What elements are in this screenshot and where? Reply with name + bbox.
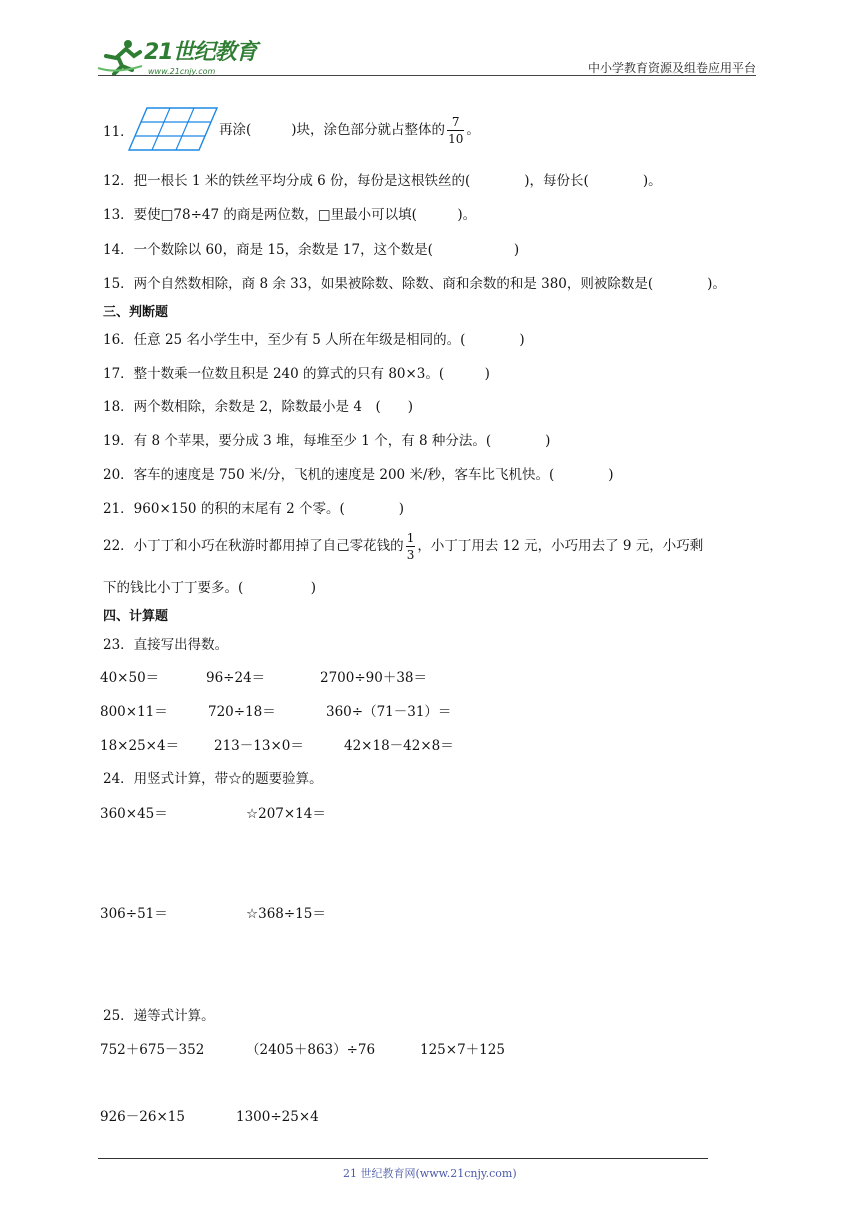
question-12: 12．把一根长 1 米的铁丝平均分成 6 份，每份是这根铁丝的( )，每份长( )。: [103, 173, 662, 189]
calc-item: 40×50＝: [100, 670, 160, 686]
question-21: 21．960×150 的积的末尾有 2 个零。( ): [103, 501, 405, 517]
step-calc-item: 1300÷25×4: [236, 1109, 319, 1125]
section-3-title: 三、判断题: [103, 305, 169, 320]
platform-name: 中小学教育资源及组卷应用平台: [587, 61, 756, 75]
question-23-title: 23．直接写出得数。: [103, 637, 229, 653]
calc-item: 720÷18＝: [208, 704, 276, 720]
runner-logo-icon: [96, 38, 146, 78]
parallelogram-grid-figure: [127, 106, 219, 152]
question-22: 22．小丁丁和小巧在秋游时都用掉了自己零花钱的 $\frac{1}{3}$ ，小丁丁用去 12 元，小巧用去了 9 元，小巧剩: [103, 531, 704, 562]
calc-item: 213－13×0＝: [214, 738, 304, 754]
step-calc-item: 926－26×15: [100, 1109, 185, 1125]
question-18: 18．两个数相除，余数是 2，除数最小是 4 ( ): [103, 399, 413, 415]
question-14: 14．一个数除以 60，商是 15，余数是 17，这个数是( ): [103, 242, 520, 258]
vertical-calc-item: ☆207×14＝: [246, 806, 326, 822]
question-20: 20．客车的速度是 750 米/分，飞机的速度是 200 米/秒，客车比飞机快。( ): [103, 467, 614, 483]
fraction-7-10: $\frac{7}{10}$: [448, 115, 464, 146]
calc-item: 96÷24＝: [206, 670, 266, 686]
step-calc-item: 752＋675－352: [100, 1042, 205, 1058]
question-16: 16．任意 25 名小学生中，至少有 5 人所在年级是相同的。( ): [103, 332, 525, 348]
vertical-calc-item: 306÷51＝: [100, 906, 168, 922]
section-4-title: 四、计算题: [103, 609, 169, 624]
header-divider: [98, 75, 756, 76]
calc-item: 360÷（71－31）＝: [326, 704, 452, 720]
footer-text: 21 世纪教育网(www.21cnjy.com): [343, 1167, 517, 1180]
question-22-line-2: 下的钱比小丁丁要多。( ): [103, 580, 317, 596]
question-24-title: 24．用竖式计算，带☆的题要验算。: [103, 771, 323, 787]
logo-url: www.21cnjy.com: [148, 67, 216, 76]
question-11-text: 再涂( )块，涂色部分就占整体的 $\frac{7}{10}$ 。: [219, 115, 480, 146]
question-19: 19．有 8 个苹果，要分成 3 堆，每堆至少 1 个，有 8 种分法。( ): [103, 433, 551, 449]
fraction-1-3: $\frac{1}{3}$: [406, 531, 415, 562]
footer-divider: [98, 1158, 708, 1159]
question-17: 17．整十数乘一位数且积是 240 的算式的只有 80×3。( ): [103, 366, 490, 382]
question-25-title: 25．递等式计算。: [103, 1008, 215, 1024]
calc-item: 2700÷90＋38＝: [320, 670, 428, 686]
calc-item: 800×11＝: [100, 704, 168, 720]
logo: [96, 38, 266, 78]
question-15: 15．两个自然数相除，商 8 余 33，如果被除数、除数、商和余数的和是 380，则被除数是( )。: [103, 276, 726, 292]
vertical-calc-item: 360×45＝: [100, 806, 168, 822]
vertical-calc-item: ☆368÷15＝: [246, 906, 326, 922]
question-13: 13．要使□78÷47 的商是两位数，□里最小可以填( )。: [103, 207, 477, 223]
step-calc-item: 125×7＋125: [420, 1042, 505, 1058]
logo-text: 21世纪教育: [144, 40, 257, 65]
question-11-number: 11．: [103, 124, 134, 140]
calc-item: 18×25×4＝: [100, 738, 180, 754]
calc-item: 42×18－42×8＝: [344, 738, 454, 754]
step-calc-item: （2405＋863）÷76: [246, 1042, 376, 1058]
